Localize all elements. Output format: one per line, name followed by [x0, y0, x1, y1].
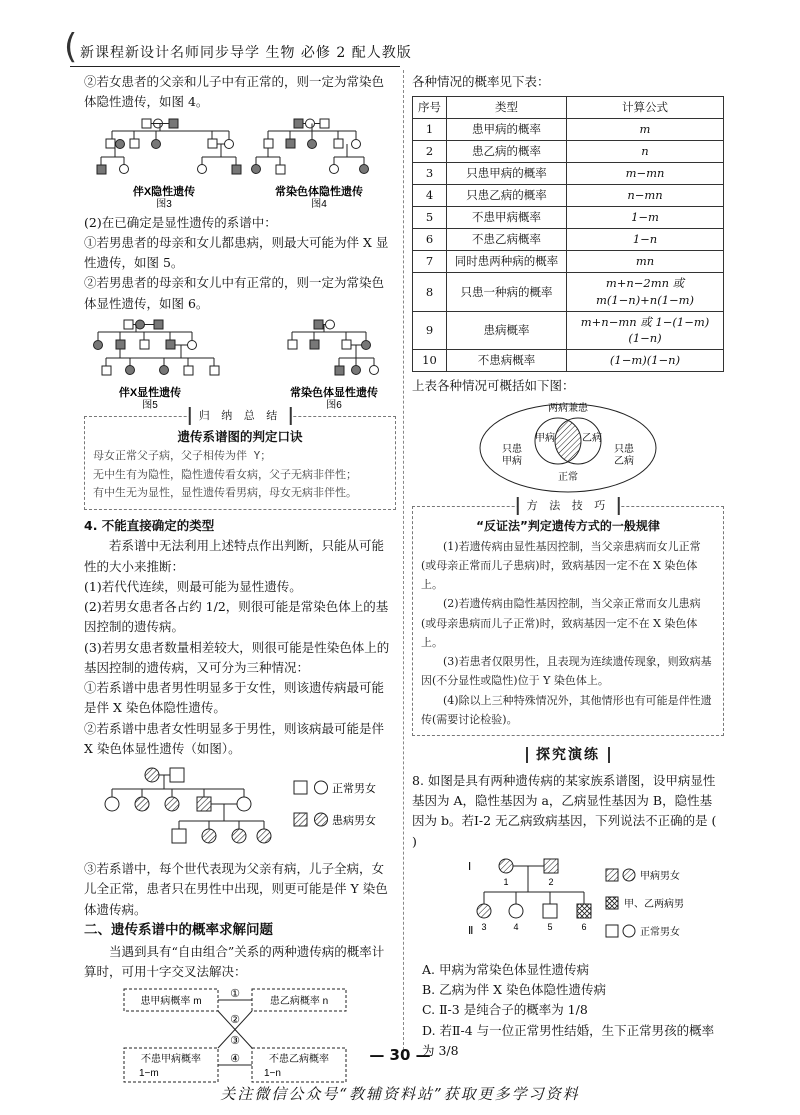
q-para-1: 若系谱中无法利用上述特点作出判断，只能从可能性的大小来推断： — [84, 538, 385, 574]
table-row — [413, 349, 724, 371]
para-2: (2)在已确定是显性遗传的系谱中： — [84, 214, 277, 230]
th-type: 类型 — [447, 97, 567, 119]
venn-onlyA1: 只患 — [502, 444, 522, 456]
table-intro: 各种情况的概率见下表： — [412, 74, 550, 89]
summary-tag: 归 纳 总 结 — [189, 407, 292, 425]
q8-legend-2: 甲、乙两病男 — [624, 898, 684, 910]
cross-b: 患乙病概率 n — [269, 996, 329, 1008]
cross-d: 不患乙病概率 — [269, 1054, 329, 1066]
fig3-caption: 图3 — [156, 198, 172, 209]
cell-type: 不患病概率 — [447, 349, 567, 371]
method-title: “反证法”判定遗传方式的一般规律 — [476, 519, 660, 534]
table-row — [413, 311, 724, 349]
heading-section-2: 二、遗传系谱中的概率求解问题 — [84, 921, 273, 938]
table-row — [413, 119, 724, 141]
option-b[interactable]: B. 乙病为伴 X 染色体隐性遗传病 — [422, 982, 606, 998]
q-para-6: ②若系谱中患者女性明显多于男性，则该病最可能是伴 X 染色体显性遗传（如图）。 — [84, 720, 385, 756]
cross-n1: ① — [230, 988, 240, 1001]
footer-note: 关注微信公众号“教辅资料站”获取更多学习资料 — [220, 1085, 580, 1103]
intro-para: 当遇到具有“自由组合”关系的两种遗传病的概率计算时，可用十字交叉法解决： — [84, 943, 385, 979]
cross-d2: 1−n — [264, 1068, 281, 1080]
cell-index: 5 — [413, 207, 447, 229]
cell-type: 只患甲病的概率 — [447, 163, 567, 185]
fig4-label: 常染色体隐性遗传 — [275, 185, 363, 198]
cross-n4: ④ — [230, 1053, 240, 1066]
table-row — [413, 207, 724, 229]
cell-index: 2 — [413, 141, 447, 163]
summary-title: 遗传系谱图的判定口诀 — [177, 428, 303, 444]
cell-index: 1 — [413, 119, 447, 141]
para-1: ②若女患者的父亲和儿子中有正常的，则一定为常染色体隐性遗传，如图 4。 — [84, 74, 385, 110]
venn-both: 两病兼患 — [548, 403, 588, 415]
table-header-row — [413, 97, 724, 119]
section-heading — [412, 744, 724, 767]
page-header: 新课程新设计名师同步导学 生物 必修 2 配人教版 — [80, 45, 412, 61]
svg-text:4: 4 — [513, 921, 519, 932]
summary-line-2: 无中生有为隐性，隐性遗传看女病，父子无病非伴性； — [93, 467, 357, 481]
option-a[interactable]: A. 甲病为常染色体显性遗传病 — [422, 961, 589, 977]
q-para-5: ①若系谱中患者男性明显多于女性，则该遗传病最可能是伴 X 染色体隐性遗传。 — [84, 680, 385, 716]
venn-b: 乙病 — [582, 433, 602, 445]
q8-legend-3: 正常男女 — [640, 926, 680, 938]
cross-a: 患甲病概率 m — [140, 996, 202, 1008]
cell-index: 8 — [413, 273, 447, 311]
section-heading-text: 探究演练 — [526, 747, 610, 763]
summary-box — [84, 408, 396, 510]
q-para-2: (1)若代代连续，则最可能为显性遗传。 — [84, 578, 302, 594]
right-column — [412, 72, 724, 1061]
fig6-caption: 图6 — [326, 399, 342, 410]
q8-legend-1: 甲病男女 — [640, 870, 680, 882]
pedigree-fig5-fig6 — [84, 318, 396, 410]
svg-text:5: 5 — [547, 921, 553, 932]
heading-4: 4. 不能直接确定的类型 — [84, 518, 215, 534]
method-p1: (1)若遗传病由显性基因控制，当父亲患病而女儿正常(或母亲正常而儿子患病)时，致病基因一定不在 X 染色体上。 — [421, 539, 701, 592]
header-ornament: ( — [64, 27, 78, 67]
cell-type: 患乙病的概率 — [447, 141, 567, 163]
venn-diagram — [412, 396, 724, 496]
cell-type: 患甲病的概率 — [447, 119, 567, 141]
option-c[interactable]: C. Ⅱ-3 是纯合子的概率为 1/8 — [422, 1002, 588, 1018]
page-number: — 30 — — [369, 1046, 431, 1064]
cell-type: 不患甲病概率 — [447, 207, 567, 229]
cell-formula: 1−n — [567, 229, 724, 251]
legend-affected: 患病男女 — [332, 815, 376, 828]
fig5-label: 伴X显性遗传 — [118, 386, 182, 399]
venn-normal: 正常 — [558, 472, 578, 484]
cell-formula: mn — [567, 251, 724, 273]
cell-formula: (1−m)(1−n) — [567, 349, 724, 371]
th-formula: 计算公式 — [567, 97, 724, 119]
method-p3: (3)若患者仅限男性，且表现为连续遗传现象，则致病基因(不分显性或隐性)位于 Y 染色体上。 — [421, 655, 712, 688]
header-rule — [70, 66, 400, 67]
cell-type: 同时患两种病的概率 — [447, 251, 567, 273]
para-4: ②若男患者的母亲和女儿中有正常的，则一定为常染色体显性遗传，如图 6。 — [84, 275, 385, 311]
gen-1: Ⅰ — [468, 860, 472, 873]
method-tag: 方 法 技 巧 — [517, 497, 620, 515]
table-row — [413, 163, 724, 185]
fig6-label: 常染色体显性遗传 — [290, 386, 378, 399]
cell-type: 只患乙病的概率 — [447, 185, 567, 207]
fig3-label: 伴X隐性遗传 — [132, 185, 196, 198]
left-column — [84, 72, 396, 1090]
pedigree-q8 — [412, 856, 724, 956]
q-para-4: (3)若男女患者数量相差较大，则很可能是性染色体上的基因控制的遗传病，又可分为三种情况： — [84, 639, 390, 675]
summary-line-1: 母女正常父子病，父子相传为伴 Y； — [93, 449, 272, 462]
svg-text:2: 2 — [548, 876, 554, 887]
table-row — [413, 251, 724, 273]
legend-normal: 正常男女 — [332, 783, 376, 796]
table-row — [413, 229, 724, 251]
method-p2: (2)若遗传病由隐性基因控制，当父亲正常而女儿患病(或母亲患病而儿子正常)时，致病基因一定不在 X 染色体上。 — [421, 597, 701, 649]
svg-text:1: 1 — [503, 876, 509, 887]
cell-index: 4 — [413, 185, 447, 207]
cross-c: 不患甲病概率 — [141, 1054, 201, 1066]
cell-type: 只患一种病的概率 — [447, 273, 567, 311]
svg-text:6: 6 — [581, 921, 587, 932]
probability-table — [412, 96, 724, 372]
cell-type: 患病概率 — [447, 311, 567, 349]
venn-intro: 上表各种情况可概括如下图： — [412, 377, 575, 393]
venn-onlyA2: 甲病 — [502, 456, 522, 468]
cell-formula: n — [567, 141, 724, 163]
method-box — [412, 499, 724, 736]
cell-index: 10 — [413, 349, 447, 371]
cell-formula: m — [567, 119, 724, 141]
table-row — [413, 273, 724, 311]
cell-formula: m−mn — [567, 163, 724, 185]
q-para-3: (2)若男女患者各占约 1/2，则很可能是常染色体上的基因控制的遗传病。 — [84, 599, 389, 635]
gen-2: Ⅱ — [468, 924, 474, 937]
cross-n2: ② — [230, 1014, 240, 1027]
cell-index: 3 — [413, 163, 447, 185]
svg-text:3: 3 — [481, 921, 487, 932]
pedigree-xdominant — [84, 763, 396, 855]
table-row — [413, 141, 724, 163]
method-p4: (4)除以上三种特殊情况外，其他情形也有可能是伴性遗传(需要讨论检验)。 — [421, 693, 712, 726]
cell-index: 6 — [413, 229, 447, 251]
cross-n3: ③ — [230, 1035, 240, 1048]
cell-index: 7 — [413, 251, 447, 273]
venn-onlyB1: 只患 — [614, 444, 634, 456]
cell-type: 不患乙病概率 — [447, 229, 567, 251]
option-d[interactable]: D. 若Ⅱ-4 与一位正常男性结婚，生下正常男孩的概率为 3/8 — [422, 1022, 715, 1058]
para-3: ①若男患者的母亲和女儿都患病，则最大可能为伴 X 显性遗传，如图 5。 — [84, 234, 389, 270]
th-index: 序号 — [413, 97, 447, 119]
fig5-caption: 图5 — [142, 399, 158, 410]
table-row — [413, 185, 724, 207]
cell-index: 9 — [413, 311, 447, 349]
cross-c2: 1−m — [139, 1068, 159, 1080]
cell-formula: n−mn — [567, 185, 724, 207]
venn-onlyB2: 乙病 — [614, 456, 634, 468]
pedigree-fig3-fig4 — [84, 117, 396, 209]
summary-line-3: 有中生无为显性，显性遗传看男病，母女无病非伴性。 — [93, 486, 357, 500]
question-8: 8. 如图是具有两种遗传病的某家族系谱图，设甲病显性基因为 A，隐性基因为 a，乙病显性基因为 B，隐性基因为 b。若Ⅰ-2 无乙病致病基因，下列说法不正确的是 ( ) — [412, 772, 717, 849]
cell-formula: m+n−2mn 或 m(1−n)+n(1−m) — [567, 273, 724, 311]
fig4-caption: 图4 — [311, 198, 327, 209]
cell-formula: 1−m — [567, 207, 724, 229]
cross-diagram — [84, 986, 396, 1086]
cell-formula: m+n−mn 或 1−(1−m)(1−n) — [567, 311, 724, 349]
q-para-7: ③若系谱中，每个世代表现为父亲有病，儿子全病，女儿全正常，患者只在男性中出现，则更可能是伴 Y 染色体遗传病。 — [84, 861, 388, 917]
column-divider — [403, 70, 404, 1050]
venn-a: 甲病 — [535, 433, 555, 445]
